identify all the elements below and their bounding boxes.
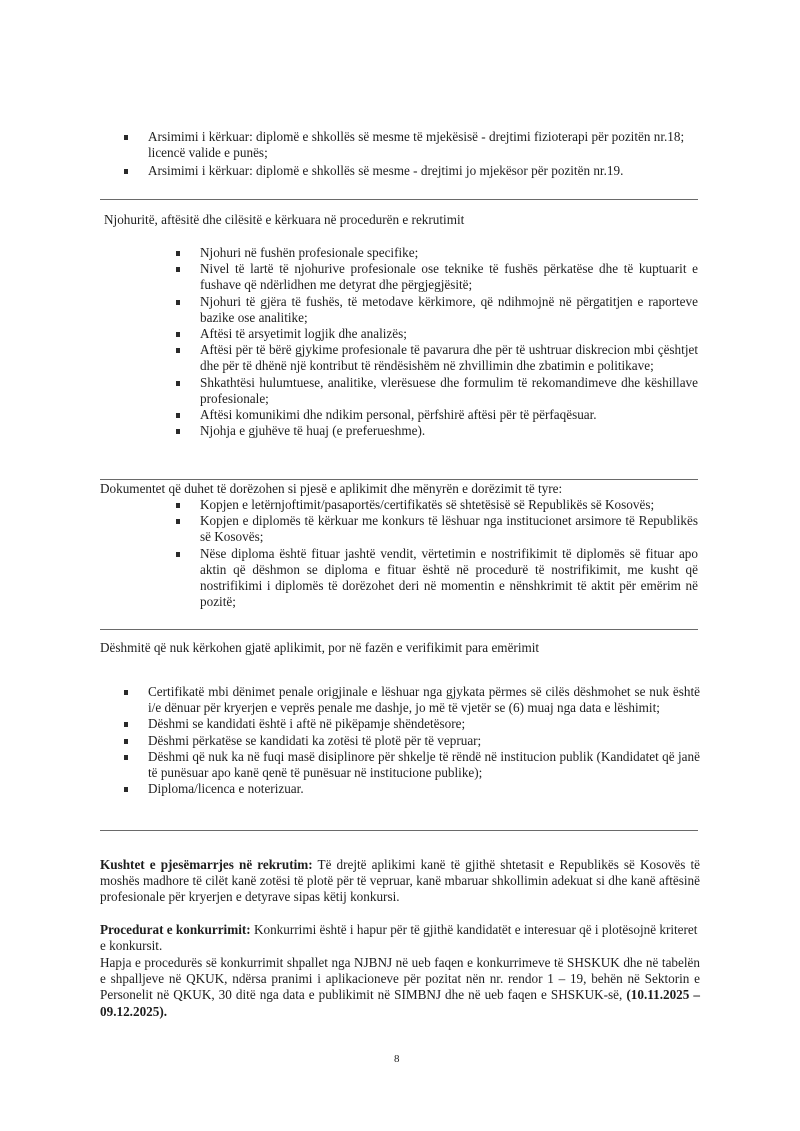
list-item: Nëse diploma është fituar jashtë vendit, vërtetimin e nostrifikimit të diplomës së fituar apo aktin që dëshmon se diploma e fituar është në procedurë të nostrifikimit, me kusht që nostrifikimi i diplomës të dorëzohet deri në momentin e nënshkrimit të aktit për emërim në pozitë;: [200, 545, 698, 610]
divider: [100, 199, 698, 200]
list-item: Njohja e gjuhëve të huaj (e preferueshme).: [200, 423, 698, 439]
procedures-text: Konkurrimi është i hapur për të gjithë kandidatët e interesuar që i plotësojnë kriteret e konkursit.: [100, 922, 698, 954]
list-item: Arsimimi i kërkuar: diplomë e shkollës së mesme - drejtimi jo mjekësor për pozitën nr.19.: [148, 163, 700, 179]
list-item: Dëshmi se kandidati është i aftë në pikëpamje shëndetësore;: [148, 716, 700, 732]
list-item: Njohuri në fushën profesionale specifike;: [200, 245, 698, 261]
procedures-paragraph: [100, 955, 700, 1020]
divider: [100, 830, 698, 831]
list-item: Certifikatë mbi dënimet penale origjinale e lëshuar nga gjykata përmes së cilës dëshmohet se nuk është i/e dënuar për kryerjen e veprës penale me dashje, jo më të vjetër se (6) muaj nga data e lëshimit;: [148, 684, 700, 716]
list-item: Njohuri të gjëra të fushës, të metodave kërkimore, që ndihmojnë në përgatitjen e raporteve bazike ose analitike;: [200, 293, 698, 325]
procedures-intro: [100, 922, 700, 954]
education-list: [148, 129, 700, 180]
conditions-paragraph: [100, 857, 700, 906]
documents-list: [200, 497, 698, 610]
list-item: Aftësi të arsyetimit logjik dhe analizës;: [200, 326, 698, 342]
section-heading-evidence: Dëshmitë që nuk kërkohen gjatë aplikimit, por në fazën e verifikimit para emërimit: [100, 640, 540, 655]
evidence-list: [148, 684, 700, 797]
list-item: Aftësi komunikimi dhe ndikim personal, përfshirë aftësi për të përfaqësuar.: [200, 407, 698, 423]
conditions-text: Të drejtë aplikimi kanë të gjithë shtetasit e Republikës së Kosovës të moshës madhore të cilët kanë zotësi të plotë për të vepruar, kanë mbaruar shkollimin adekuat si dhe kanë aftësinë profesionale për kryerjen e detyrave sipas këtij konkursi.: [100, 857, 700, 905]
list-item: Dëshmi që nuk ka në fuqi masë disiplinore për shkelje të rëndë në institucion publik (Kandidatet që janë të punësuar apo kanë qenë të punësuar në institucione publike);: [148, 748, 700, 781]
list-item: Shkathtësi hulumtuese, analitike, vlerësuese dhe formulim të rekomandimeve dhe këshillave profesionale;: [200, 374, 698, 406]
procedures-dates: (10.11.2025 – 09.12.2025).: [100, 987, 700, 1019]
list-item: Nivel të lartë të njohurive profesionale ose teknike të fushës përkatëse dhe të kuptuarit e fushave që ndërlidhen me detyrat dhe përgjegjësitë;: [200, 261, 698, 293]
list-item: Kopjen e diplomës të kërkuar me konkurs të lëshuar nga institucionet arsimore të Republikës së Kosovës;: [200, 513, 698, 545]
conditions-label: Kushtet e pjesëmarrjes në rekrutim:: [100, 857, 313, 872]
procedures-body: Hapja e procedurës së konkurrimit shpallet nga NJBNJ në ueb faqen e konkurrimeve të SHSKUK dhe në tabelën e shpalljeve në QKUK, ndërsa pranimi i aplikacioneve për pozitat nën nr. rendor 1 – 19, behën në Sektorin e Personelit në QKUK, 30 ditë nga data e publikimit në SIMBNJ dhe në ueb faqen e SHSKUK-së,: [100, 955, 700, 1003]
list-item: Kopjen e letërnjoftimit/pasaportës/certifikatës së shtetësisë së Republikës së Kosovës;: [200, 497, 698, 513]
list-item: Dëshmi përkatëse se kandidati ka zotësi të plotë për të vepruar;: [148, 733, 700, 749]
procedures-label: Procedurat e konkurrimit:: [100, 922, 251, 937]
divider: [100, 479, 698, 480]
knowledge-list: [200, 245, 698, 439]
section-heading-documents: Dokumentet që duhet të dorëzohen si pjesë e aplikimit dhe mënyrën e dorëzimit të tyre:: [100, 481, 563, 496]
section-heading-knowledge: Njohuritë, aftësitë dhe cilësitë e kërkuara në procedurën e rekrutimit: [104, 212, 465, 227]
page-number: 8: [394, 1053, 400, 1065]
list-item: Arsimimi i kërkuar: diplomë e shkollës së mesme të mjekësisë - drejtimi fizioterapi për pozitën nr.18; licencë valide e punës;: [148, 129, 700, 161]
list-item: Diploma/licenca e noterizuar.: [148, 781, 700, 797]
list-item: Aftësi për të bërë gjykime profesionale të pavarura dhe për të ushtruar diskrecion mbi çështjet dhe për të dhënë një kontribut të rëndësishëm në zhvillimin dhe zbatimin e politikave;: [200, 342, 698, 374]
divider: [100, 629, 698, 630]
